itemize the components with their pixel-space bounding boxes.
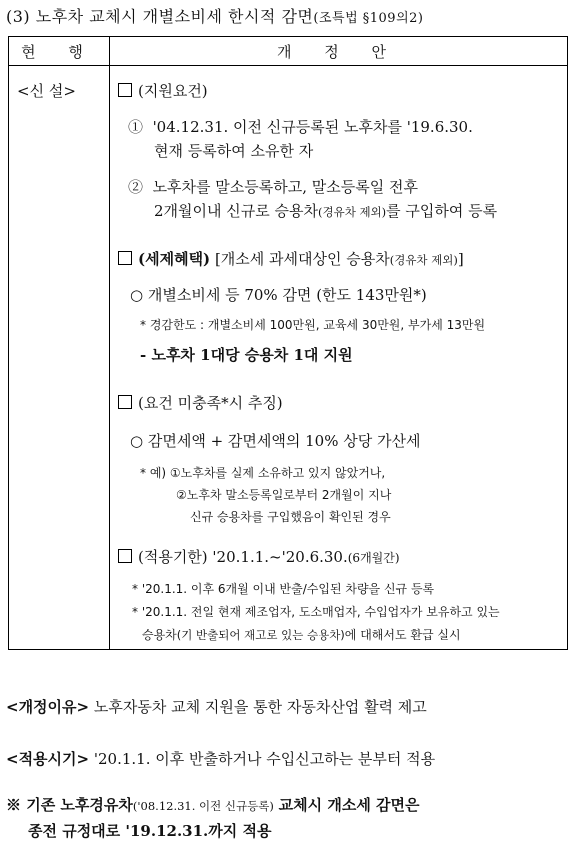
timing-label: <적용시기> [6,750,90,768]
circled-two-icon: ② [128,178,144,196]
note-line-2: 종전 규정대로 '19.12.31.까지 적용 [28,822,272,840]
unmet-item-1: ○ 감면세액 + 감면세액의 10% 상당 가산세 [130,432,421,450]
header-revised: 개 정 안 [110,37,568,66]
requirement-1-line2: 현재 등록하여 소유한 자 [154,142,314,160]
requirement-2-line1: ② 노후차를 말소등록하고, 말소등록일 전후 [128,178,418,196]
current-cell: <신 설> [9,66,110,650]
requirement-1-line1: ① '04.12.31. 이전 신규등록된 노후차를 '19.6.30. [128,118,473,136]
section-title-main: (3) 노후차 교체시 개별소비세 한시적 감면 [6,7,314,26]
benefit-item-2: - 노후차 1대당 승용차 1대 지원 [140,346,353,364]
checkbox-icon [118,83,132,97]
reason-text: 노후자동차 교체 지원을 통한 자동차산업 활력 제고 [93,698,427,716]
benefit-note: * 경감한도 : 개별소비세 100만원, 교육세 30만원, 부가세 13만원 [140,318,486,332]
unmet-note-2: ②노후차 말소등록일로부터 2개월이 지나 [176,488,392,502]
revised-cell [110,66,568,650]
unmet-heading: (요건 미충족*시 추징) [118,392,283,413]
period-note-1: * '20.1.1. 이후 6개월 이내 반출/수입된 차량을 신규 등록 [132,582,435,596]
timing-line [6,748,435,769]
comparison-table [8,36,568,650]
reason-label: <개정이유> [6,698,90,716]
checkbox-icon [118,549,132,563]
section-title [6,4,423,27]
unmet-note-1: * 예) ①노후차를 실제 소유하고 있지 않았거나, [140,466,386,480]
period-heading: (적용기한) '20.1.1.~'20.6.30.(6개월간) [118,546,400,567]
table-header-row [9,37,568,66]
header-current: 현 행 [9,37,110,66]
section-title-ref: (조특법 §109의2) [313,11,424,26]
timing-text: '20.1.1. 이후 반출하거나 수입신고하는 분부터 적용 [93,750,436,768]
unmet-note-3: 신규 승용차를 구입했음이 확인된 경우 [190,510,391,524]
reason-line [6,696,427,717]
period-note-2: * '20.1.1. 전일 현재 제조업자, 도소매업자, 수입업자가 보유하고 있는 [132,605,500,619]
benefit-heading: (세제혜택) [개소세 과세대상인 승용차(경유차 제외)] [118,248,464,269]
circled-one-icon: ① [128,118,144,136]
period-note-3: 승용차(기 반출되어 재고로 있는 승용차)에 대해서도 환급 실시 [142,628,461,642]
requirements-heading: (지원요건) [118,80,208,101]
table-body-row [9,66,568,650]
benefit-item-1: ○ 개별소비세 등 70% 감면 (한도 143만원*) [130,286,427,304]
requirement-2-line2: 2개월이내 신규로 승용차(경유차 제외)를 구입하여 등록 [154,202,498,220]
checkbox-icon [118,251,132,265]
checkbox-icon [118,395,132,409]
note-line-1: ※ 기존 노후경유차('08.12.31. 이전 신규등록) 교체시 개소세 감면은 [6,796,420,814]
